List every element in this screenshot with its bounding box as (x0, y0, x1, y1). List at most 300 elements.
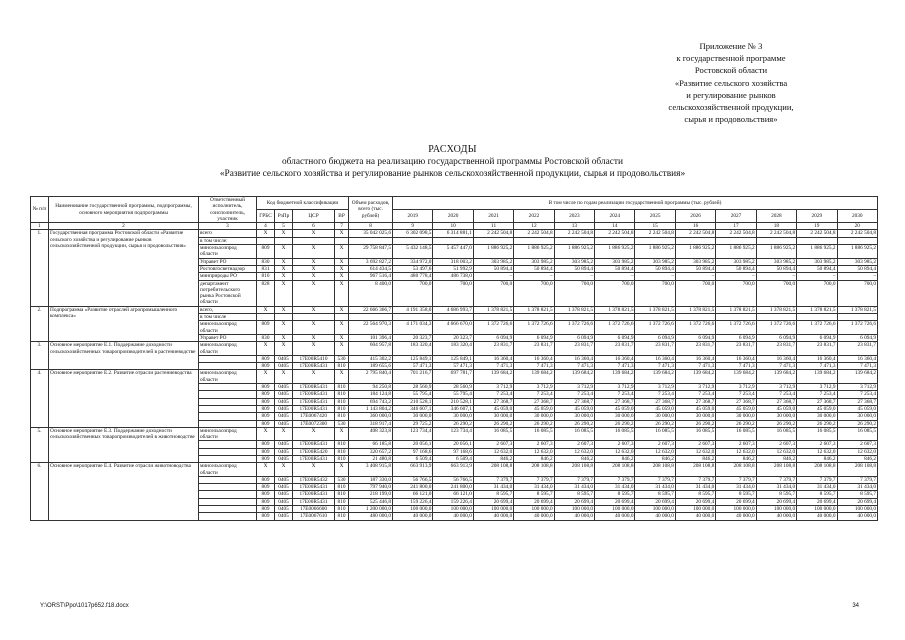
row-vr (335, 314, 349, 321)
appendix-line: к государственной программе (676, 53, 786, 64)
row-year-value: – (837, 273, 877, 280)
row-year-value: 8 595,7 (473, 491, 513, 498)
row-year-value (433, 237, 473, 244)
row-year-value: 1 372 726,6 (595, 321, 635, 335)
row-year-value: 3 712,9 (837, 384, 877, 391)
row-year-value: 7 253,4 (514, 391, 554, 398)
row-csr: X (293, 427, 335, 441)
row-year-value: 7 471,3 (756, 363, 796, 370)
row-year-value: 159 226,4 (393, 498, 433, 505)
row-year-value: 334 972,0 (393, 258, 433, 265)
row-vr: 810 (335, 513, 349, 520)
row-year-value (756, 314, 796, 321)
header-year: 2030 (837, 210, 877, 223)
row-year-value: 1 378 821,5 (837, 306, 877, 313)
column-number: 1 (31, 223, 49, 230)
row-year-value: 31 434,0 (595, 484, 635, 491)
row-year-value: 30 000,0 (554, 413, 594, 420)
row-year-value (675, 237, 715, 244)
row-year-value: 100 000,0 (433, 506, 473, 513)
row-total: 318 917,4 (349, 420, 393, 427)
row-year-value: 2 607,3 (716, 441, 756, 448)
row-year-value: 12 632,0 (635, 448, 675, 455)
row-grbs: 809 (257, 391, 275, 398)
row-year-value: 2 242 504,8 (756, 230, 796, 237)
row-year-value: 7 471,3 (554, 363, 594, 370)
header-year: 2021 (473, 210, 513, 223)
row-year-value: 40 000,0 (595, 513, 635, 520)
row-year-value: 20 323,7 (433, 334, 473, 341)
row-year-value: 700,0 (635, 280, 675, 306)
row-year-value: 6 302 098,5 (393, 230, 433, 237)
row-year-value: 4 666 670,0 (433, 321, 473, 335)
row-year-value: 16 360,4 (675, 355, 715, 362)
header-year: 2019 (393, 210, 433, 223)
row-year-value: 123 734,4 (433, 427, 473, 441)
row-number: 5. (31, 427, 49, 462)
row-year-value: 23 831,7 (595, 342, 635, 356)
row-year-value: 3 712,9 (514, 384, 554, 391)
row-year-value: 7 379,7 (797, 476, 837, 483)
row-year-value: 50 894,4 (837, 265, 877, 272)
row-csr: X (293, 280, 335, 306)
row-executor (199, 448, 257, 455)
row-executor: в том числе (199, 314, 257, 321)
row-year-value: 4 171 034,3 (393, 321, 433, 335)
row-executor (199, 513, 257, 520)
row-year-value: 303 985,2 (514, 258, 554, 265)
row-year-value: 700,0 (473, 280, 513, 306)
row-year-value: 16 360,4 (837, 355, 877, 362)
row-year-value: 6 094,9 (635, 334, 675, 341)
row-year-value: 31 434,0 (473, 484, 513, 491)
row-executor: всего (199, 230, 257, 237)
row-year-value: 6 314 881,1 (433, 230, 473, 237)
row-executor (199, 420, 257, 427)
row-year-value: 7 379,7 (837, 476, 877, 483)
row-year-value: 23 831,7 (554, 342, 594, 356)
row-year-value: 31 434,0 (756, 484, 796, 491)
row-total: 525 446,8 (349, 498, 393, 505)
row-year-value: 45 059,0 (797, 405, 837, 412)
row-year-value: 208 108,8 (554, 463, 594, 477)
row-year-value: 208 108,8 (675, 463, 715, 477)
row-year-value: 700,0 (716, 280, 756, 306)
row-csr: 17Е0067420 (293, 413, 335, 420)
column-number: 5 (275, 223, 293, 230)
row-year-value: 30 000,0 (514, 413, 554, 420)
row-year-value: 7 471,3 (635, 363, 675, 370)
row-year-value: 6 094,9 (595, 334, 635, 341)
row-executor: департамент потребительского рынка Ростовской области (199, 280, 257, 306)
header-vr: ВР (335, 210, 349, 223)
row-executor (199, 455, 257, 462)
row-year-value: 210 528,1 (433, 398, 473, 405)
row-executor: минсельхозпрод области (199, 370, 257, 384)
row-year-value: 26 290,2 (797, 420, 837, 427)
row-year-value: 1 378 821,5 (514, 306, 554, 313)
row-year-value: 20 699,4 (797, 498, 837, 505)
row-executor: минсельхозпрод области (199, 427, 257, 441)
row-csr: 17Е00R5431 (293, 363, 335, 370)
row-year-value: 16 360,4 (554, 355, 594, 362)
row-year-value: 30 000,0 (837, 413, 877, 420)
row-year-value: 1 372 726,6 (635, 321, 675, 335)
row-total: 967 516,4 (349, 273, 393, 280)
row-year-value: 30 000,0 (595, 413, 635, 420)
row-rzpr: 0405 (275, 363, 293, 370)
row-total: 94 250,8 (349, 384, 393, 391)
row-csr: X (293, 265, 335, 272)
row-year-value: 303 985,2 (716, 258, 756, 265)
row-year-value: 2 242 504,8 (514, 230, 554, 237)
row-year-value: 16 360,4 (635, 355, 675, 362)
row-year-value: 2 242 504,8 (473, 230, 513, 237)
row-year-value: 139 684,2 (756, 370, 796, 384)
row-vr: 810 (335, 405, 349, 412)
row-year-value: 7 379,7 (675, 476, 715, 483)
row-year-value: 1 372 726,6 (797, 321, 837, 335)
row-executor: минсельхозпрод области (199, 342, 257, 356)
row-year-value: 303 985,2 (675, 258, 715, 265)
row-year-value: 303 985,2 (473, 258, 513, 265)
row-year-value: 697 781,7 (433, 370, 473, 384)
row-year-value: 27 368,7 (837, 398, 877, 405)
row-year-value: 139 684,2 (554, 370, 594, 384)
row-year-value: 20 699,4 (554, 498, 594, 505)
row-total: 22 564 970,3 (349, 321, 393, 335)
row-year-value: 7 379,7 (514, 476, 554, 483)
row-year-value: – (797, 273, 837, 280)
row-year-value: 6 094,9 (797, 334, 837, 341)
row-year-value: 16 360,4 (797, 355, 837, 362)
row-rzpr: 0405 (275, 498, 293, 505)
row-csr: X (293, 245, 335, 259)
row-year-value: 139 684,2 (797, 370, 837, 384)
row-csr: X (293, 463, 335, 477)
row-grbs: 809 (257, 245, 275, 259)
row-year-value: 1 378 821,5 (595, 306, 635, 313)
row-year-value (473, 237, 513, 244)
row-year-value: 26 290,2 (473, 420, 513, 427)
row-year-value: 40 000,0 (514, 513, 554, 520)
column-number: 2 (49, 223, 199, 230)
row-grbs: 830 (257, 334, 275, 341)
row-year-value: 208 108,8 (756, 463, 796, 477)
row-executor (199, 484, 257, 491)
header-year: 2027 (716, 210, 756, 223)
row-year-value: 2 242 504,8 (797, 230, 837, 237)
row-vr: X (335, 245, 349, 259)
row-executor: в том числе: (199, 237, 257, 244)
row-year-value: 2 607,3 (635, 441, 675, 448)
row-year-value: 6 094,9 (716, 334, 756, 341)
table-row (31, 427, 878, 441)
row-csr: 17Е0072300 (293, 420, 335, 427)
row-csr: X (293, 321, 335, 335)
row-year-value: 346 607,1 (393, 405, 433, 412)
appendix-block (611, 40, 851, 125)
row-grbs: 809 (257, 491, 275, 498)
row-year-value: 1 372 726,6 (837, 321, 877, 335)
row-year-value: 1 372 726,6 (514, 321, 554, 335)
row-year-value: 12 632,0 (554, 448, 594, 455)
row-year-value (554, 237, 594, 244)
row-year-value: 100 000,0 (675, 506, 715, 513)
row-rzpr (275, 314, 293, 321)
row-year-value: 16 085,5 (473, 427, 513, 441)
row-vr: X (335, 306, 349, 313)
row-year-value: 3 712,9 (473, 384, 513, 391)
row-year-value: 100 000,0 (837, 506, 877, 513)
row-year-value: 1 378 821,5 (756, 306, 796, 313)
row-year-value: 7 253,4 (716, 391, 756, 398)
row-number: 2. (31, 306, 49, 341)
row-year-value: 100 000,0 (554, 506, 594, 513)
row-executor (199, 491, 257, 498)
row-year-value: 40 000,0 (756, 513, 796, 520)
row-year-value: 303 985,2 (837, 258, 877, 265)
row-total: 22 666 366,7 (349, 306, 393, 313)
row-year-value (837, 237, 877, 244)
row-grbs: 809 (257, 413, 275, 420)
row-year-value: 30 000,0 (716, 413, 756, 420)
row-grbs: 809 (257, 321, 275, 335)
row-year-value: 23 831,7 (675, 342, 715, 356)
row-year-value: 303 985,2 (635, 258, 675, 265)
column-number: 18 (756, 223, 796, 230)
row-grbs: 809 (257, 455, 275, 462)
row-csr: X (293, 273, 335, 280)
row-year-value (595, 314, 635, 321)
row-total: 1 143 804,2 (349, 405, 393, 412)
row-year-value: 16 085,5 (554, 427, 594, 441)
row-year-value: 100 000,0 (716, 506, 756, 513)
row-year-value: 50 894,4 (716, 265, 756, 272)
header-total: Объем расходов, всего (тыс. рублей) (349, 197, 393, 223)
row-year-value: 1 372 726,6 (756, 321, 796, 335)
row-rzpr: 0405 (275, 355, 293, 362)
row-csr: 17Е00R5431 (293, 441, 335, 448)
row-year-value: 56 766,5 (393, 476, 433, 483)
row-year-value: 846,2 (716, 455, 756, 462)
row-year-value: 139 684,2 (716, 370, 756, 384)
row-rzpr: X (275, 245, 293, 259)
row-rzpr (275, 237, 293, 244)
row-year-value: 26 290,2 (756, 420, 796, 427)
row-year-value: 208 108,8 (514, 463, 554, 477)
row-csr: 17Е00R5431 (293, 484, 335, 491)
row-total: 189 655,6 (349, 363, 393, 370)
row-year-value: 27 368,7 (595, 398, 635, 405)
row-year-value: 5 457 447,0 (433, 245, 473, 259)
row-year-value: 20 699,4 (514, 498, 554, 505)
header-year: 2026 (675, 210, 715, 223)
row-year-value: 27 368,7 (675, 398, 715, 405)
row-year-value (514, 237, 554, 244)
row-year-value: 30 000,0 (433, 413, 473, 420)
row-year-value: 7 471,3 (675, 363, 715, 370)
row-year-value (635, 314, 675, 321)
row-year-value: 846,2 (756, 455, 796, 462)
row-year-value: 846,2 (675, 455, 715, 462)
row-grbs: 809 (257, 506, 275, 513)
row-year-value: 208 108,8 (797, 463, 837, 477)
row-year-value: 30 000,0 (473, 413, 513, 420)
row-year-value: 846,2 (797, 455, 837, 462)
row-executor: минсельхозпрод области (199, 245, 257, 259)
row-vr: X (335, 230, 349, 237)
row-grbs: 809 (257, 484, 275, 491)
row-name: Основное мероприятие Е.4. Развитие отрасли животноводства (49, 463, 199, 520)
row-csr: X (293, 258, 335, 265)
row-year-value: 31 434,0 (635, 484, 675, 491)
row-csr (293, 314, 335, 321)
row-rzpr: 0405 (275, 491, 293, 498)
row-year-value: 27 368,7 (473, 398, 513, 405)
table-row (31, 306, 878, 313)
row-executor (199, 398, 257, 405)
row-year-value: – (514, 273, 554, 280)
row-year-value: 8 595,7 (837, 491, 877, 498)
row-total: 614 434,5 (349, 265, 393, 272)
row-grbs: X (257, 463, 275, 477)
row-year-value: 139 684,2 (514, 370, 554, 384)
row-csr (293, 237, 335, 244)
row-year-value (554, 314, 594, 321)
column-number: 12 (514, 223, 554, 230)
row-year-value: 663 913,9 (433, 463, 473, 477)
row-rzpr: 0405 (275, 405, 293, 412)
row-grbs: 809 (257, 513, 275, 520)
row-year-value: 303 985,2 (595, 258, 635, 265)
row-year-value: 2 242 504,8 (635, 230, 675, 237)
row-vr: 530 (335, 420, 349, 427)
row-year-value (514, 314, 554, 321)
row-vr: X (335, 427, 349, 441)
row-grbs: 809 (257, 405, 275, 412)
row-year-value (756, 237, 796, 244)
row-year-value: 97 168,6 (433, 448, 473, 455)
row-year-value: 3 712,9 (716, 384, 756, 391)
row-year-value: 3 712,9 (797, 384, 837, 391)
row-year-value: 20 699,4 (756, 498, 796, 505)
appendix-line: «Развитие сельского хозяйства (674, 77, 788, 88)
row-year-value: 2 607,3 (554, 441, 594, 448)
row-year-value: 7 253,4 (595, 391, 635, 398)
row-year-value: 26 290,2 (716, 420, 756, 427)
row-csr: 17Е00R5432 (293, 476, 335, 483)
row-year-value: 183 320,4 (393, 342, 433, 356)
row-rzpr: 0405 (275, 448, 293, 455)
row-year-value: 7 253,4 (756, 391, 796, 398)
column-number: 15 (635, 223, 675, 230)
column-number: 19 (797, 223, 837, 230)
row-year-value (797, 314, 837, 321)
row-csr: X (293, 230, 335, 237)
row-year-value: 1 886 925,2 (514, 245, 554, 259)
row-total: 694 743,2 (349, 398, 393, 405)
row-grbs: 809 (257, 363, 275, 370)
row-year-value: 66 121,0 (393, 491, 433, 498)
row-year-value: 30 000,0 (797, 413, 837, 420)
row-year-value: 8 595,7 (675, 491, 715, 498)
row-year-value: 480 778,4 (393, 273, 433, 280)
row-year-value: 7 471,3 (716, 363, 756, 370)
appendix-line: сельскохозяйственной продукции, (668, 102, 794, 113)
column-number: 4 (257, 223, 275, 230)
row-csr: 17Е00R5431 (293, 455, 335, 462)
row-executor: Ростовгосветнадзор (199, 265, 257, 272)
row-rzpr: X (275, 321, 293, 335)
row-vr: X (335, 265, 349, 272)
row-year-value: 27 368,7 (716, 398, 756, 405)
row-rzpr: 0405 (275, 513, 293, 520)
row-year-value: 26 290,2 (433, 420, 473, 427)
row-year-value: 2 607,3 (797, 441, 837, 448)
row-year-value: 2 607,3 (473, 441, 513, 448)
row-year-value: 7 253,4 (554, 391, 594, 398)
row-total: 320 657,2 (349, 448, 393, 455)
header-years-group: В том числе по годам реализации государственной программы (тыс. рублей) (393, 197, 878, 210)
row-year-value: 40 000,0 (473, 513, 513, 520)
row-year-value: 7 379,7 (595, 476, 635, 483)
row-grbs: 809 (257, 384, 275, 391)
row-executor (199, 355, 257, 362)
row-year-value: 700,0 (554, 280, 594, 306)
row-year-value: 1 372 726,6 (675, 321, 715, 335)
row-year-value (393, 237, 433, 244)
row-year-value: 20 323,7 (393, 334, 433, 341)
header-year: 2020 (433, 210, 473, 223)
row-year-value: 1 886 925,2 (837, 245, 877, 259)
row-year-value: 51 992,9 (433, 265, 473, 272)
row-year-value: 45 059,0 (675, 405, 715, 412)
row-year-value: 30 000,0 (756, 413, 796, 420)
row-rzpr: 0405 (275, 506, 293, 513)
row-year-value: 16 085,5 (595, 427, 635, 441)
row-vr: 810 (335, 398, 349, 405)
appendix-line: сырья и продовольствия» (684, 114, 778, 125)
header-year: 2025 (635, 210, 675, 223)
row-year-value: 16 360,4 (756, 355, 796, 362)
header-year: 2022 (514, 210, 554, 223)
header-year: 2029 (797, 210, 837, 223)
row-rzpr: 0405 (275, 384, 293, 391)
row-year-value: 125 849,1 (393, 355, 433, 362)
row-year-value: 100 000,0 (756, 506, 796, 513)
row-executor: Управет РО (199, 258, 257, 265)
row-year-value: 40 000,0 (797, 513, 837, 520)
row-year-value: 27 368,7 (635, 398, 675, 405)
row-total: 3 692 827,2 (349, 258, 393, 265)
row-year-value: 12 632,0 (716, 448, 756, 455)
row-year-value: 30 000,0 (635, 413, 675, 420)
row-vr: X (335, 463, 349, 477)
row-year-value: 1 372 726,6 (554, 321, 594, 335)
row-name: Основное мероприятие Е.1. Поддержание доходности сельскохозяйственных товаропроизводителей в растениеводстве (49, 342, 199, 370)
row-year-value: 4 686 993,7 (433, 306, 473, 313)
header-name: Наименование государственной программы, подпрограммы, основного мероприятия подпрограммы (49, 197, 199, 223)
row-total: 360 000,0 (349, 413, 393, 420)
row-year-value: 50 894,4 (635, 265, 675, 272)
row-year-value: 100 000,0 (595, 506, 635, 513)
row-total: 8 400,0 (349, 280, 393, 306)
row-vr: X (335, 273, 349, 280)
row-year-value: 50 894,4 (514, 265, 554, 272)
row-year-value: 50 894,4 (554, 265, 594, 272)
row-executor (199, 363, 257, 370)
